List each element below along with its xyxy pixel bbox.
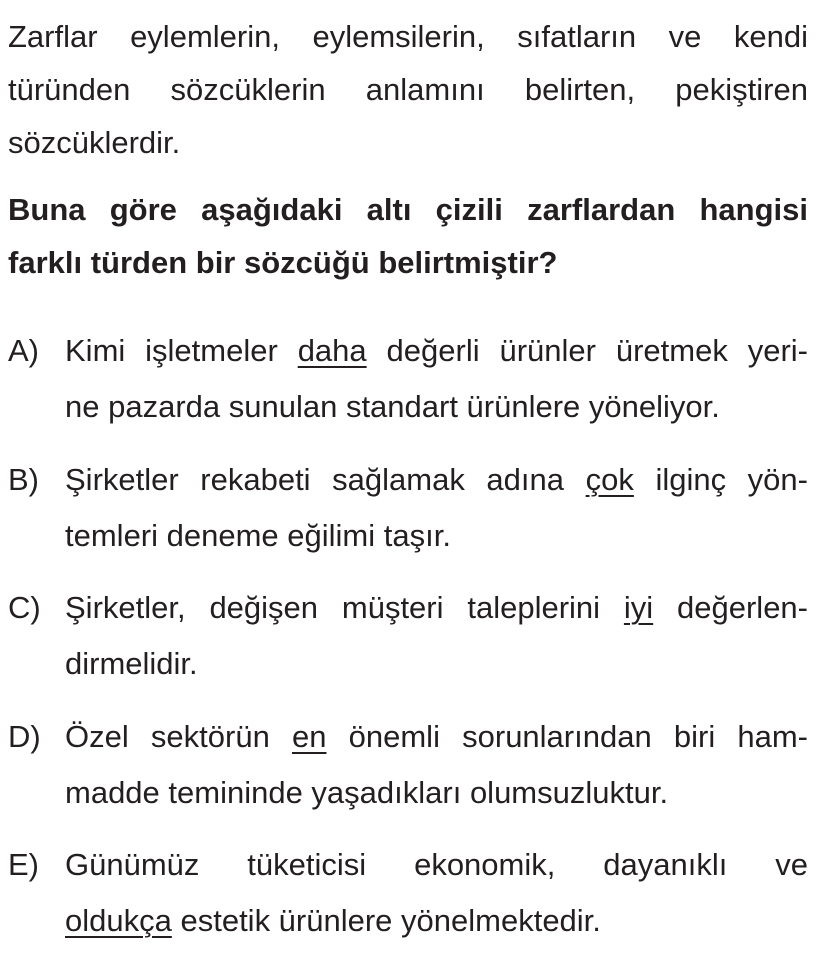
option-line xyxy=(65,709,808,765)
option-letter: B) xyxy=(8,462,39,497)
option-text xyxy=(65,452,808,564)
text-run: Şirketler, değişen müşteri taleplerini xyxy=(65,590,624,625)
option-text xyxy=(65,837,808,949)
option-line xyxy=(65,452,808,508)
underlined-adverb: daha xyxy=(297,333,367,368)
option-c[interactable] xyxy=(8,580,808,692)
text-run: Şirketler rekabeti sağlamak adına xyxy=(65,462,586,497)
option-line xyxy=(65,893,808,949)
underlined-adverb: iyi xyxy=(623,590,654,625)
option-text xyxy=(65,323,808,435)
option-letter: C) xyxy=(8,590,41,625)
intro-line: Zarflar eylemlerin, eylemsilerin, sıfatların ve kendi xyxy=(8,19,808,54)
text-run: ne pazarda sunulan standart ürünlere yöneliyor. xyxy=(65,389,720,424)
option-line xyxy=(65,323,808,379)
text-run: dirmelidir. xyxy=(65,646,198,681)
text-run: madde temininde yaşadıkları olumsuzluktur. xyxy=(65,775,669,810)
intro-line: türünden sözcüklerin anlamını belirten, pekiştiren xyxy=(8,72,808,107)
option-line xyxy=(65,636,808,692)
intro-line: sözcüklerdir. xyxy=(8,125,181,160)
text-run: temleri deneme eğilimi taşır. xyxy=(65,518,451,553)
text-run: önemli sorunlarından biri ham- xyxy=(326,719,808,754)
text-run: estetik ürünlere yönelmektedir. xyxy=(171,903,601,938)
underlined-adverb: en xyxy=(291,719,327,754)
option-text xyxy=(65,709,808,821)
option-line xyxy=(65,508,808,564)
option-a[interactable] xyxy=(8,323,808,435)
option-letter: A) xyxy=(8,333,39,368)
text-run: değerlen- xyxy=(653,590,808,625)
underlined-adverb: oldukça xyxy=(65,903,172,938)
option-e[interactable] xyxy=(8,837,808,949)
option-line xyxy=(65,379,808,435)
underlined-adverb: çok xyxy=(585,462,634,497)
text-run: Özel sektörün xyxy=(65,719,292,754)
option-line xyxy=(65,837,808,893)
question-line: farklı türden bir sözcüğü belirtmiştir? xyxy=(8,245,558,280)
option-b[interactable] xyxy=(8,452,808,564)
text-run: ilginç yön- xyxy=(633,462,808,497)
text-run: değerli ürünler üretmek yeri- xyxy=(366,333,808,368)
text-run: Kimi işletmeler xyxy=(65,333,298,368)
option-letter: D) xyxy=(8,719,41,754)
option-text xyxy=(65,580,808,692)
question-line: Buna göre aşağıdaki altı çizili zarflardan hangisi xyxy=(8,192,808,227)
intro-paragraph xyxy=(8,10,808,169)
option-d[interactable] xyxy=(8,709,808,821)
option-line xyxy=(65,765,808,821)
option-line xyxy=(65,580,808,636)
question-stem xyxy=(8,183,808,289)
text-run: Günümüz tüketicisi ekonomik, dayanıklı ve xyxy=(65,847,808,882)
option-letter: E) xyxy=(8,847,39,882)
